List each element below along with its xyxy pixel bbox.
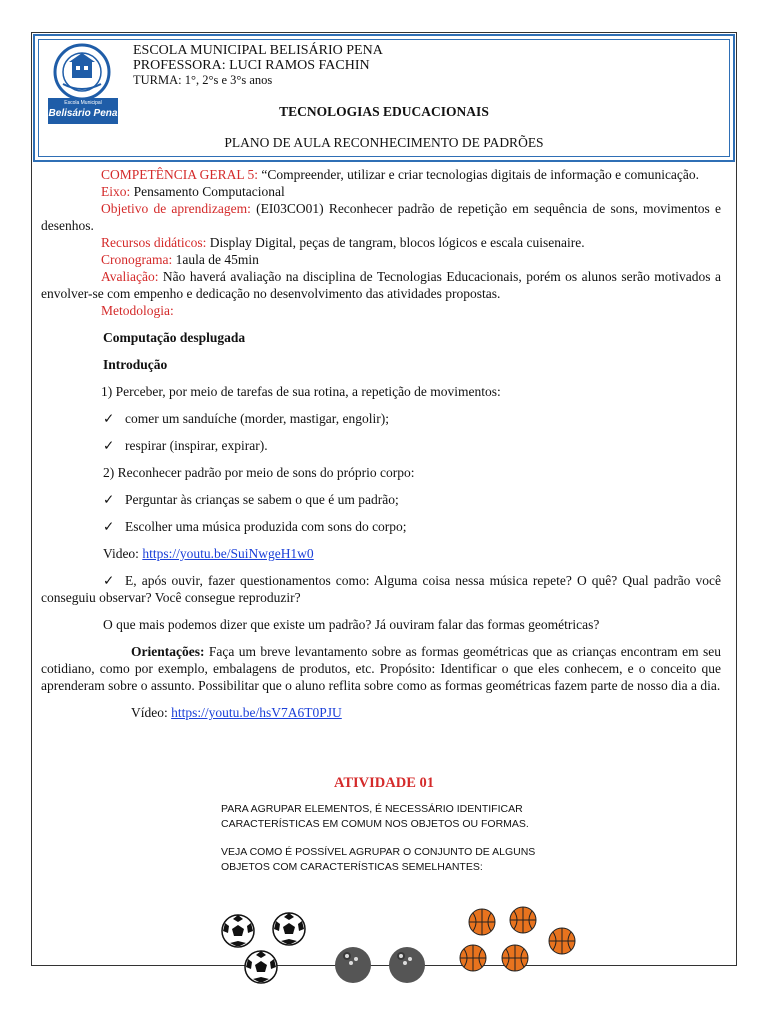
basketball-icon	[460, 945, 486, 971]
metodologia-label: Metodologia:	[101, 303, 174, 318]
activity-text-2	[221, 845, 581, 875]
check-item-4	[41, 518, 721, 535]
video-label: Video:	[103, 546, 143, 561]
video-label: Vídeo:	[131, 705, 172, 720]
step-2: 2) Reconhecer padrão por meio de sons do próprio corpo:	[103, 465, 415, 480]
soccer-ball-icon	[273, 913, 305, 945]
check-item-3	[41, 491, 721, 508]
orientacoes-label: Orientações:	[131, 644, 205, 659]
bowling-ball-icon	[389, 947, 425, 983]
orientacoes-text: Faça um breve levantamento sobre as formas geométricas que as crianças encontram em seu cotidiano, como por exemplo, embalagens de produtos, etc. Propósito: Identificar o que eles conhecem, e o conceito que aprenderam sobre o assunto. Possibilitar que o aluno reflita sobre como as formas geométricas fazem parte de nosso dia a dia.	[41, 644, 721, 693]
eixo-label: Eixo:	[101, 184, 131, 199]
recursos-paragraph	[41, 234, 721, 251]
logo-text-big: Belisário Pena	[48, 108, 118, 119]
recursos-label: Recursos didáticos:	[101, 235, 207, 250]
competencia-label: COMPETÊNCIA GERAL 5:	[101, 167, 259, 182]
balls-illustration	[210, 895, 610, 985]
cronograma-text: 1aula de 45min	[172, 252, 259, 267]
video-link-2[interactable]: https://youtu.be/hsV7A6T0PJU	[171, 705, 342, 720]
check-item-text: Perguntar às crianças se sabem o que é um padrão;	[125, 492, 399, 507]
objetivo-paragraph	[41, 200, 721, 234]
basketball-icon	[549, 928, 575, 954]
activity-title: ATIVIDADE 01	[333, 775, 435, 791]
cronograma-label: Cronograma:	[101, 252, 173, 267]
check-item-text: respirar (inspirar, expirar).	[125, 438, 268, 453]
competencia-paragraph	[41, 166, 721, 183]
check-icon: ✓	[103, 411, 115, 426]
heading-computacao: Computação desplugada	[103, 330, 246, 345]
heading-introducao: Introdução	[103, 357, 168, 372]
video-link-1[interactable]: https://youtu.be/SuiNwgeH1w0	[142, 546, 314, 561]
document-title: TECNOLOGIAS EDUCACIONAIS	[279, 104, 489, 119]
competencia-text: “Compreender, utilizar e criar tecnologias digitais de informação e comunicação.	[258, 167, 700, 182]
cronograma-paragraph	[41, 251, 721, 268]
school-info	[133, 43, 383, 88]
check-icon: ✓	[103, 438, 115, 453]
school-seal-icon	[45, 42, 120, 102]
check-icon: ✓	[103, 519, 115, 534]
recursos-text: Display Digital, peças de tangram, blocos lógicos e escala cuisenaire.	[206, 235, 585, 250]
question-line: O que mais podemos dizer que existe um padrão? Já ouviram falar das formas geométricas?	[103, 617, 600, 632]
avaliacao-label: Avaliação:	[101, 269, 159, 284]
basketball-icon	[502, 945, 528, 971]
soccer-ball-icon	[222, 915, 254, 947]
activity-line: PARA AGRUPAR ELEMENTOS, É NECESSÁRIO IDENTIFICAR	[221, 803, 523, 815]
step-1: 1) Perceber, por meio de tarefas de sua rotina, a repetição de movimentos:	[101, 384, 501, 399]
check-icon: ✓	[103, 492, 115, 507]
activity-line: OBJETOS COM CARACTERÍSTICAS SEMELHANTES:	[221, 861, 483, 873]
objetivo-label: Objetivo de aprendizagem:	[101, 201, 251, 216]
check-item-text: comer um sanduíche (morder, mastigar, engolir);	[125, 411, 389, 426]
teacher-name: PROFESSORA: LUCI RAMOS FACHIN	[133, 58, 370, 73]
check-item-text: E, após ouvir, fazer questionamentos como: Alguma coisa nessa música repete? O quê? Qual padrão você conseguiu observar? Você consegue reproduzir?	[41, 573, 721, 605]
document-subtitle: PLANO DE AULA RECONHECIMENTO DE PADRÕES	[224, 135, 544, 150]
video-line-2	[41, 704, 721, 721]
basketball-icon	[469, 909, 495, 935]
activity-text-1	[221, 802, 581, 832]
objetivo-text: (EI03CO01) Reconhecer padrão de repetição em sequência de sons, movimentos e desenhos.	[41, 201, 721, 233]
check-icon: ✓	[103, 573, 115, 588]
eixo-text: Pensamento Computacional	[130, 184, 285, 199]
metodologia-paragraph	[41, 302, 721, 319]
video-line-1	[41, 545, 721, 562]
lesson-content	[41, 166, 721, 721]
check-item-text: Escolher uma música produzida com sons do corpo;	[125, 519, 407, 534]
soccer-ball-icon	[245, 951, 277, 983]
check-item-2	[41, 437, 721, 454]
eixo-paragraph	[41, 183, 721, 200]
avaliacao-paragraph	[41, 268, 721, 302]
check-item-1	[41, 410, 721, 427]
basketball-icon	[510, 907, 536, 933]
orientacoes-paragraph	[41, 643, 721, 694]
avaliacao-text: Não haverá avaliação na disciplina de Tecnologias Educacionais, porém os alunos serão motivados a envolver-se com empenho e dedicação no desenvolvimento das atividades propostas.	[41, 269, 721, 301]
logo-text-small: Escola Municipal	[64, 100, 102, 106]
bowling-ball-icon	[335, 947, 371, 983]
activity-line: VEJA COMO É POSSÍVEL AGRUPAR O CONJUNTO DE ALGUNS	[221, 846, 536, 858]
school-name: ESCOLA MUNICIPAL BELISÁRIO PENA	[133, 43, 383, 58]
check-item-5	[41, 572, 721, 606]
activity-line: CARACTERÍSTICAS EM COMUM NOS OBJETOS OU FORMAS.	[221, 818, 529, 830]
class-info: TURMA: 1°, 2°s e 3°s anos	[133, 73, 273, 87]
